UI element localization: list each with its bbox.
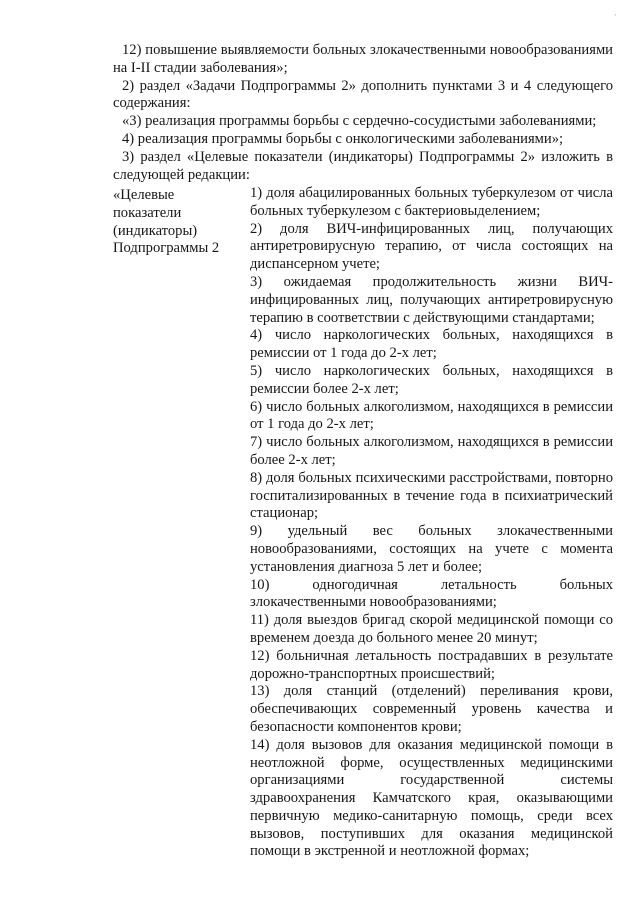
indicator-item: 11) доля выездов бригад скорой медицинской помощи со временем доезда до больного менее 20 минут; [250, 612, 613, 646]
intro-paragraph: 12) повышение выявляемости больных злокачественными новообразованиями на I-II стадии заболевания»; [113, 42, 613, 76]
indicator-item: 2) доля ВИЧ-инфицированных лиц, получающих антиретровирусную терапию, от числа состоящих на диспансерном учете; [250, 220, 613, 273]
indicator-item: 8) доля больных психическими расстройствами, повторно госпитализированных в течение года в психиатрический стационар; [250, 469, 613, 522]
indicator-item: 3) ожидаемая продолжительность жизни ВИЧ-инфицированных лиц, получающих антиретровирусную терапию в соответствии с действующими стандартами; [250, 273, 613, 326]
indicator-item: 12) больничная летальность пострадавших в результате дорожно-транспортных происшествий; [250, 647, 613, 682]
intro-paragraph: 3) раздел «Целевые показатели (индикаторы) Подпрограммы 2» изложить в следующей редакции: [113, 148, 613, 183]
indicators-list [250, 185, 613, 861]
intro-text [113, 42, 613, 184]
indicators-table [113, 185, 613, 861]
indicator-item: 5) число наркологических больных, находящихся в ремиссии более 2-х лет; [250, 362, 613, 397]
indicator-item: 7) число больных алкоголизмом, находящихся в ремиссии более 2-х лет; [250, 434, 613, 468]
intro-paragraph: 4) реализация программы борьбы с онкологическими заболеваниями»; [122, 130, 564, 147]
indicator-item: 13) доля станций (отделений) переливания крови, обеспечивающих современный уровень качества и безопасности компонентов крови; [250, 683, 613, 735]
scan-mark: ‚ [614, 8, 617, 17]
indicator-item: 1) доля абацилированных больных туберкулезом от числа больных туберкулезом с бактериовыделением; [250, 185, 613, 219]
indicator-item: 14) доля вызовов для оказания медицинской помощи в неотложной форме, осуществленных медицинскими организациями государственной системы здравоохранения Камчатского края, оказывающими первичную медико-санитарную помощь, среди всех вызовов, поступивших для оказания медицинской помощи в экстренной и неотложной формах; [250, 736, 613, 860]
indicators-label: «Целевые показатели (индикаторы) Подпрограммы 2 [113, 187, 220, 257]
intro-paragraph: «3) реализация программы борьбы с сердечно-сосудистыми заболеваниями; [122, 113, 597, 130]
indicator-item: 4) число наркологических больных, находящихся в ремиссии от 1 года до 2-х лет; [250, 327, 613, 362]
indicator-item: 10) одногодичная летальность больных злокачественными новообразованиями; [250, 576, 613, 611]
intro-paragraph: 2) раздел «Задачи Подпрограммы 2» дополнить пунктами 3 и 4 следующего содержания: [113, 77, 613, 112]
indicator-item: 9) удельный вес больных злокачественными новообразованиями, состоящих на учете с момента установления диагноза 5 лет и более; [250, 523, 613, 575]
indicator-item: 6) число больных алкоголизмом, находящихся в ремиссии от 1 года до 2-х лет; [250, 398, 613, 433]
